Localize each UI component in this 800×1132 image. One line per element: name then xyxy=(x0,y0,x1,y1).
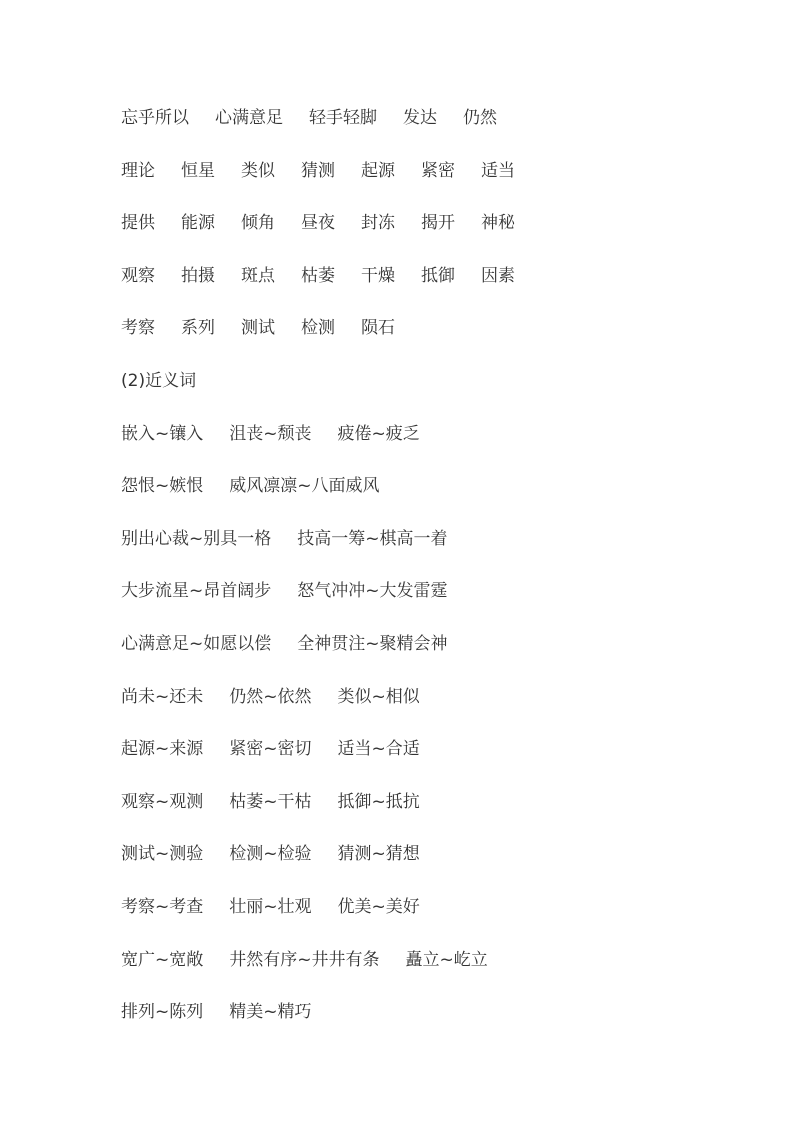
word-item: 适当 xyxy=(481,160,515,181)
synonym-pair: 优美~美好 xyxy=(337,896,420,917)
synonym-line xyxy=(121,526,741,579)
word-item: 拍摄 xyxy=(181,265,215,286)
synonym-line xyxy=(121,841,741,894)
synonym-pair: 壮丽~壮观 xyxy=(229,896,312,917)
synonym-pair: 排列~陈列 xyxy=(121,1002,204,1023)
synonym-pair: 大步流星~昂首阔步 xyxy=(121,581,272,602)
word-item: 干燥 xyxy=(361,265,395,286)
word-item: 轻手轻脚 xyxy=(309,108,377,128)
synonym-pair: 类似~相似 xyxy=(337,686,420,707)
synonym-pair: 考察~考查 xyxy=(121,896,204,917)
synonym-pair: 怨恨~嫉恨 xyxy=(121,476,204,497)
synonym-line xyxy=(121,421,741,474)
word-item: 仍然 xyxy=(463,108,497,128)
synonym-line xyxy=(121,947,741,1000)
synonym-pair: 起源~来源 xyxy=(121,739,204,760)
synonym-pair: 仍然~依然 xyxy=(229,686,312,707)
word-item: 忘乎所以 xyxy=(121,108,189,128)
synonym-line xyxy=(121,578,741,631)
word-item: 能源 xyxy=(181,213,215,234)
word-item: 发达 xyxy=(403,108,437,128)
word-item: 系列 xyxy=(181,318,215,339)
synonym-pair: 枯萎~干枯 xyxy=(229,791,312,812)
section-heading: (2)近义词 xyxy=(121,370,197,391)
word-line xyxy=(121,315,741,368)
word-item: 理论 xyxy=(121,160,155,181)
word-item: 紧密 xyxy=(421,160,455,181)
word-item: 心满意足 xyxy=(215,108,283,128)
word-line xyxy=(121,158,741,211)
synonym-line xyxy=(121,631,741,684)
word-item: 封冻 xyxy=(361,213,395,234)
synonym-pair: 疲倦~疲乏 xyxy=(337,423,420,444)
synonym-pair: 矗立~屹立 xyxy=(405,949,488,970)
word-item: 抵御 xyxy=(421,265,455,286)
synonym-line xyxy=(121,789,741,842)
synonym-line xyxy=(121,894,741,947)
word-line xyxy=(121,263,741,316)
synonym-pair: 精美~精巧 xyxy=(229,1002,312,1023)
synonym-pair: 紧密~密切 xyxy=(229,739,312,760)
synonym-pair: 全神贯注~聚精会神 xyxy=(297,633,448,654)
word-item: 昼夜 xyxy=(301,213,335,234)
word-line xyxy=(121,105,741,158)
document-body xyxy=(121,105,741,1052)
word-item: 起源 xyxy=(361,160,395,181)
synonym-line xyxy=(121,736,741,789)
synonym-pair: 技高一筹~棋高一着 xyxy=(297,528,448,549)
word-item: 猜测 xyxy=(301,160,335,181)
section-heading-line xyxy=(121,368,741,421)
synonym-pair: 尚未~还未 xyxy=(121,686,204,707)
synonym-pair: 别出心裁~别具一格 xyxy=(121,528,272,549)
word-item: 神秘 xyxy=(481,213,515,234)
word-item: 斑点 xyxy=(241,265,275,286)
word-line xyxy=(121,210,741,263)
synonym-pair: 观察~观测 xyxy=(121,791,204,812)
synonym-line xyxy=(121,473,741,526)
word-item: 因素 xyxy=(481,265,515,286)
synonym-pair: 抵御~抵抗 xyxy=(337,791,420,812)
word-item: 测试 xyxy=(241,318,275,339)
synonym-line xyxy=(121,999,741,1052)
synonym-line xyxy=(121,684,741,737)
synonym-pair: 心满意足~如愿以偿 xyxy=(121,633,272,654)
synonym-pair: 宽广~宽敞 xyxy=(121,949,204,970)
word-item: 陨石 xyxy=(361,318,395,339)
word-item: 倾角 xyxy=(241,213,275,234)
word-item: 揭开 xyxy=(421,213,455,234)
synonym-pair: 检测~检验 xyxy=(229,844,312,865)
word-item: 恒星 xyxy=(181,160,215,181)
synonym-pair: 猜测~猜想 xyxy=(337,844,420,865)
word-item: 枯萎 xyxy=(301,265,335,286)
word-item: 提供 xyxy=(121,213,155,234)
word-item: 类似 xyxy=(241,160,275,181)
synonym-pair: 嵌入~镶入 xyxy=(121,423,204,444)
synonym-pair: 怒气冲冲~大发雷霆 xyxy=(297,581,448,602)
synonym-pair: 沮丧~颓丧 xyxy=(229,423,312,444)
synonym-pair: 威风凛凛~八面威风 xyxy=(229,476,380,497)
synonym-pair: 井然有序~井井有条 xyxy=(229,949,380,970)
word-item: 考察 xyxy=(121,318,155,339)
synonym-pair: 适当~合适 xyxy=(337,739,420,760)
word-item: 检测 xyxy=(301,318,335,339)
synonym-pair: 测试~测验 xyxy=(121,844,204,865)
word-item: 观察 xyxy=(121,265,155,286)
